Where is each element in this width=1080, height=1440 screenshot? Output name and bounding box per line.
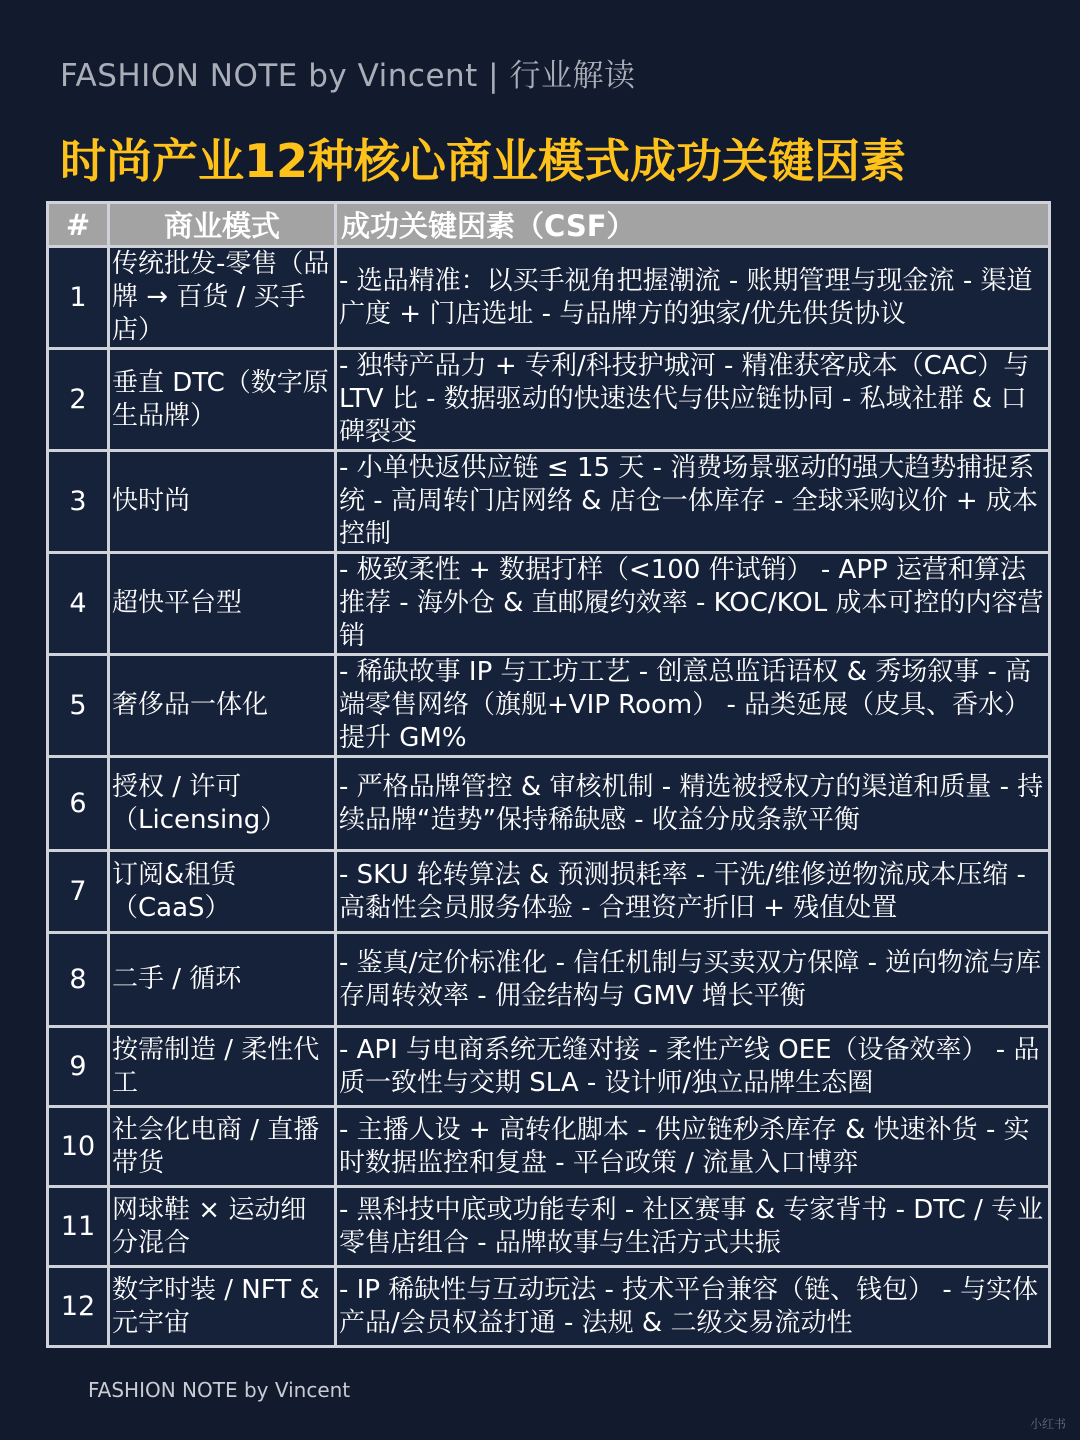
row-number: 9 [48,1027,109,1107]
row-number: 8 [48,933,109,1027]
row-number: 10 [48,1107,109,1187]
csf-cell: - 独特产品力 + 专利/科技护城河 - 精准获客成本（CAC）与 LTV 比 - 数据驱动的快速迭代与供应链协同 - 私域社群 & 口碑裂变 [336,349,1050,451]
model-cell: 超快平台型 [109,553,336,655]
csf-table [46,201,1051,1348]
header-csf: 成功关键因素（CSF） [336,203,1050,247]
csf-cell: - 鉴真/定价标准化 - 信任机制与买卖双方保障 - 逆向物流与库存周转效率 - 佣金结构与 GMV 增长平衡 [336,933,1050,1027]
table-row [48,851,1050,933]
csf-cell: - 严格品牌管控 & 审核机制 - 精选被授权方的渠道和质量 - 持续品牌“造势”保持稀缺感 - 收益分成条款平衡 [336,757,1050,851]
table-row [48,553,1050,655]
row-number: 12 [48,1267,109,1347]
watermark: 小红书 [1029,1417,1066,1431]
model-cell: 按需制造 / 柔性代工 [109,1027,336,1107]
brand-header: FASHION NOTE by Vincent | 行业解读 [60,58,636,94]
csf-cell: - 稀缺故事 IP 与工坊工艺 - 创意总监话语权 & 秀场叙事 - 高端零售网络（旗舰+VIP Room） - 品类延展（皮具、香水）提升 GM% [336,655,1050,757]
footer-brand: FASHION NOTE by Vincent [88,1378,351,1402]
csf-cell: - 主播人设 + 高转化脚本 - 供应链秒杀库存 & 快速补货 - 实时数据监控和复盘 - 平台政策 / 流量入口博弈 [336,1107,1050,1187]
model-cell: 快时尚 [109,451,336,553]
table-row [48,933,1050,1027]
table-header-row [48,203,1050,247]
table-row [48,451,1050,553]
row-number: 4 [48,553,109,655]
csf-cell: - 选品精准：以买手视角把握潮流 - 账期管理与现金流 - 渠道广度 + 门店选址 - 与品牌方的独家/优先供货协议 [336,247,1050,349]
row-number: 6 [48,757,109,851]
table-row [48,757,1050,851]
model-cell: 奢侈品一体化 [109,655,336,757]
csf-cell: - IP 稀缺性与互动玩法 - 技术平台兼容（链、钱包） - 与实体产品/会员权益打通 - 法规 & 二级交易流动性 [336,1267,1050,1347]
table-row [48,1187,1050,1267]
csf-cell: - SKU 轮转算法 & 预测损耗率 - 干洗/维修逆物流成本压缩 - 高黏性会员服务体验 - 合理资产折旧 + 残值处置 [336,851,1050,933]
table-row [48,655,1050,757]
row-number: 2 [48,349,109,451]
row-number: 1 [48,247,109,349]
table-row [48,349,1050,451]
csf-cell: - API 与电商系统无缝对接 - 柔性产线 OEE（设备效率） - 品质一致性与交期 SLA - 设计师/独立品牌生态圈 [336,1027,1050,1107]
model-cell: 二手 / 循环 [109,933,336,1027]
header-model: 商业模式 [109,203,336,247]
page-title: 时尚产业12种核心商业模式成功关键因素 [60,134,907,188]
model-cell: 授权 / 许可（Licensing） [109,757,336,851]
table-row [48,1027,1050,1107]
row-number: 11 [48,1187,109,1267]
model-cell: 垂直 DTC（数字原生品牌） [109,349,336,451]
model-cell: 社会化电商 / 直播带货 [109,1107,336,1187]
table-row [48,247,1050,349]
row-number: 5 [48,655,109,757]
row-number: 3 [48,451,109,553]
model-cell: 传统批发-零售（品牌 → 百货 / 买手店） [109,247,336,349]
csf-cell: - 极致柔性 + 数据打样（<100 件试销） - APP 运营和算法推荐 - 海外仓 & 直邮履约效率 - KOC/KOL 成本可控的内容营销 [336,553,1050,655]
row-number: 7 [48,851,109,933]
table-row [48,1107,1050,1187]
header-num: # [48,203,109,247]
model-cell: 订阅&租赁（CaaS） [109,851,336,933]
model-cell: 网球鞋 × 运动细分混合 [109,1187,336,1267]
table-row [48,1267,1050,1347]
csf-cell: - 黑科技中底或功能专利 - 社区赛事 & 专家背书 - DTC / 专业零售店组合 - 品牌故事与生活方式共振 [336,1187,1050,1267]
model-cell: 数字时装 / NFT & 元宇宙 [109,1267,336,1347]
csf-cell: - 小单快返供应链 ≤ 15 天 - 消费场景驱动的强大趋势捕捉系统 - 高周转门店网络 & 店仓一体库存 - 全球采购议价 + 成本控制 [336,451,1050,553]
